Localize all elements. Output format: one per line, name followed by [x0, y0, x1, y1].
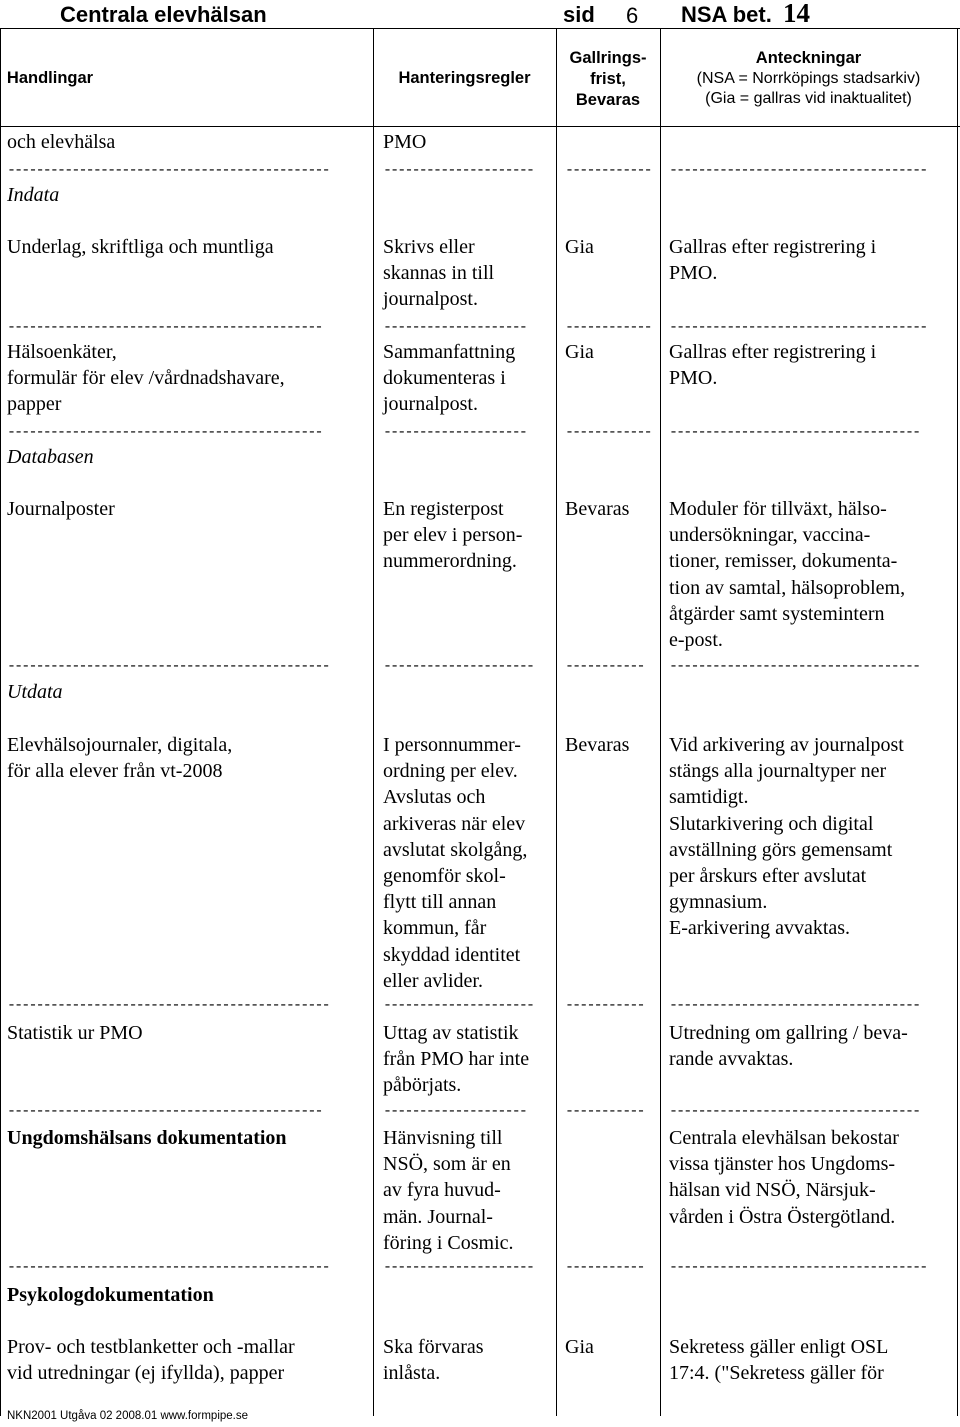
separator: -----------	[565, 997, 644, 1014]
separator: -----------------------------------	[669, 1103, 920, 1120]
row0-hanteringsregel: PMO	[383, 131, 427, 153]
page-footer: NKN2001 Utgåva 02 2008.01 www.formpipe.se	[7, 1410, 249, 1422]
row8-gallringsfrist: Gia	[565, 1336, 594, 1358]
row6-handling: Ungdomshälsans dokumentation	[7, 1127, 287, 1149]
separator: ---------------------------------------------	[7, 1259, 329, 1276]
separator: -----------	[565, 1103, 644, 1120]
row5-handling: Statistik ur PMO	[7, 1022, 143, 1044]
separator: ------------	[565, 162, 651, 179]
nsa-label: NSA bet.	[681, 2, 772, 27]
column-divider-2	[556, 28, 557, 1416]
row1-anteckning: Gallras efter registrering i PMO.	[669, 236, 877, 285]
row1-hanteringsregel: Skrivs eller skannas in till journalpost.	[383, 236, 495, 311]
column-divider-1	[373, 28, 374, 1416]
row3-hanteringsregel: En registerpost per elev i person- nummerordning.	[383, 498, 523, 573]
table-right-border	[957, 28, 958, 1416]
separator: ---------------------	[383, 162, 534, 179]
table-top-border	[0, 28, 960, 29]
row6-anteckning: Centrala elevhälsan bekostar vissa tjänster hos Ungdoms- hälsan vid NSÖ, Närsjuk- vården i Östra Östergötland.	[669, 1127, 899, 1228]
separator: -----------	[565, 1259, 644, 1276]
separator: ---------------------------------------------	[7, 997, 329, 1014]
row1-handling: Underlag, skriftliga och muntliga	[7, 236, 274, 258]
row4-gallringsfrist: Bevaras	[565, 734, 630, 756]
section-heading-utdata: Utdata	[7, 681, 63, 703]
separator: -----------------------------------	[669, 997, 920, 1014]
row0-handling: och elevhälsa	[7, 131, 116, 153]
separator: ---------------------	[383, 658, 534, 675]
separator: ---------------------------------------------	[7, 162, 329, 179]
separator: -----------------------------------	[669, 424, 920, 441]
separator: ------------------------------------	[669, 319, 927, 336]
separator: ------------------------------------	[669, 1259, 927, 1276]
section-heading-databasen: Databasen	[7, 446, 94, 468]
separator: --------------------------------------------	[7, 1103, 322, 1120]
document-title: Centrala elevhälsan	[60, 2, 267, 27]
separator: ------------	[565, 424, 651, 441]
page-label: sid	[563, 2, 595, 27]
row8-anteckning: Sekretess gäller enligt OSL 17:4. ("Sekretess gäller för	[669, 1336, 889, 1385]
row2-anteckning: Gallras efter registrering i PMO.	[669, 341, 877, 390]
separator: ------------	[565, 319, 651, 336]
separator: -----------	[565, 658, 644, 675]
row6-hanteringsregel: Hänvisning till NSÖ, som är en av fyra huvud- män. Journal- föring i Cosmic.	[383, 1127, 514, 1254]
column-header-anteckningar: Anteckningar (NSA = Norrköpings stadsarkiv) (Gia = gallras vid inaktualitet)	[696, 49, 921, 107]
separator: ------------------------------------	[669, 162, 927, 179]
separator: --------------------------------------------	[7, 424, 322, 441]
row7-handling: Psykologdokumentation	[7, 1284, 214, 1306]
column-header-gallringsfrist: Gallrings- frist, Bevaras	[569, 49, 647, 109]
separator: ---------------------------------------------	[7, 658, 329, 675]
header-bottom-border	[0, 126, 960, 127]
row3-handling: Journalposter	[7, 498, 115, 520]
row2-handling: Hälsoenkäter, formulär för elev /vårdnadshavare, papper	[7, 341, 285, 416]
section-heading-indata: Indata	[7, 184, 60, 206]
nsa-number: 14	[783, 0, 810, 28]
separator: --------------------	[383, 1103, 527, 1120]
separator: --------------------	[383, 424, 527, 441]
separator: -----------------------------------	[669, 658, 920, 675]
column-divider-3	[660, 28, 661, 1416]
page-number: 6	[626, 3, 639, 28]
separator: --------------------------------------------	[7, 319, 322, 336]
separator: ---------------------	[383, 997, 534, 1014]
row8-handling: Prov- och testblanketter och -mallar vid utredningar (ej ifyllda), papper	[7, 1336, 295, 1385]
table-left-border	[0, 28, 1, 1416]
separator: ---------------------	[383, 1259, 534, 1276]
separator: --------------------	[383, 319, 527, 336]
row5-hanteringsregel: Uttag av statistik från PMO har inte påbörjats.	[383, 1022, 530, 1097]
row1-gallringsfrist: Gia	[565, 236, 594, 258]
row4-hanteringsregel: I personnummer- ordning per elev. Avslutas och arkiveras när elev avslutat skolgång, genomför skol- flytt till annan kommun, får skyddad identitet eller avlider.	[383, 734, 528, 992]
column-header-handlingar: Handlingar	[6, 69, 94, 87]
row2-hanteringsregel: Sammanfattning dokumenteras i journalpost.	[383, 341, 516, 416]
row3-gallringsfrist: Bevaras	[565, 498, 630, 520]
row4-anteckning: Vid arkivering av journalpost stängs alla journaltyper ner samtidigt. Slutarkivering och digital avställning görs gemensamt per årskurs efter avslutat gymnasium. E-arkivering avvaktas.	[669, 734, 904, 940]
row3-anteckning: Moduler för tillväxt, hälso- undersökningar, vaccina- tioner, remisser, dokumenta- tion av samtal, hälsoproblem, åtgärder samt systemintern e-post.	[669, 498, 906, 652]
row5-anteckning: Utredning om gallring / beva- rande avvaktas.	[669, 1022, 908, 1071]
row4-handling: Elevhälsojournaler, digitala, för alla elever från vt-2008	[7, 734, 233, 783]
column-header-hanteringsregler: Hanteringsregler	[398, 69, 531, 87]
row8-hanteringsregel: Ska förvaras inlåsta.	[383, 1336, 484, 1385]
row2-gallringsfrist: Gia	[565, 341, 594, 363]
